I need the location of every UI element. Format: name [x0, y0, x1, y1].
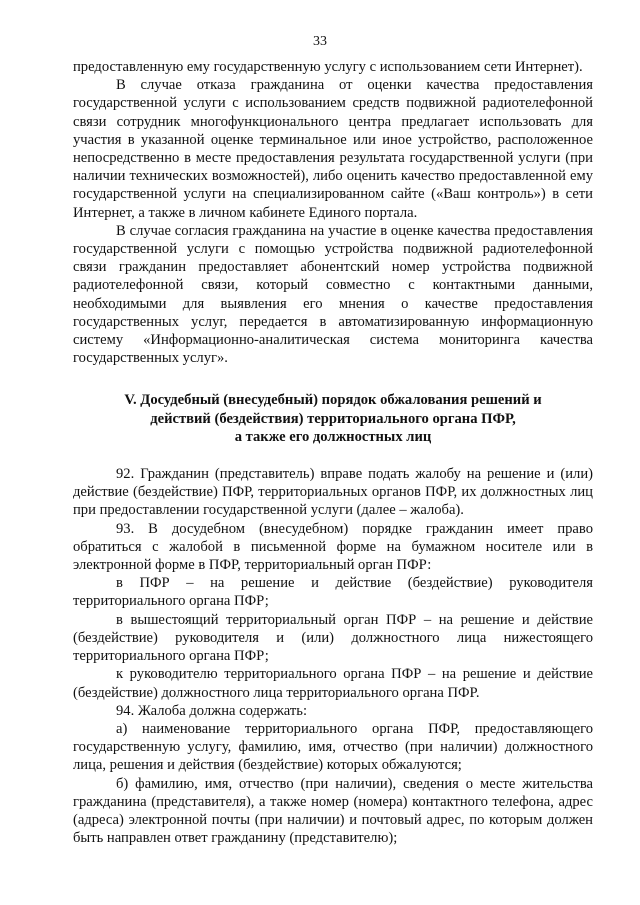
paragraph-refusal-case: В случае отказа гражданина от оценки качества предоставления государственной услуги с использованием средств подвижной радиотелефонной связи сотрудник многофункционального центра предлагает использовать для участия в указанной оценке терминальное или иное устройство, расположенное непосредственно в месте предоставления результата государственной услуги (при наличии технических возможностей), либо оценить качество предоставленной ему государственной услуги на специализированном сайте («Ваш контроль») в сети Интернет, а также в личном кабинете Единого портала. — [73, 77, 593, 221]
page-number: 33 — [313, 34, 327, 49]
section-heading-line: V. Досудебный (внесудебный) порядок обжалования решений и — [124, 392, 542, 409]
paragraph-continuation: предоставленную ему государственную услугу с использованием сети Интернет). — [73, 59, 583, 75]
list-item-head: к руководителю территориального органа ПФР – на решение и действие (бездействие) должностного лица территориального органа ПФР. — [73, 666, 593, 701]
section-heading-line: действий (бездействия) территориального органа ПФР, — [150, 410, 516, 427]
list-item-higher-body: в вышестоящий территориальный орган ПФР – на решение и действие (бездействие) руководителя и (или) должностного лица нижестоящего территориального органа ПФР; — [73, 611, 593, 665]
list-item-pfr: в ПФР – на решение и действие (бездействие) руководителя территориального органа ПФР; — [73, 575, 593, 610]
section-heading — [73, 391, 593, 446]
paragraph-94: 94. Жалоба должна содержать: — [116, 702, 307, 719]
document-body — [73, 58, 593, 847]
section-heading-line: а также его должностных лиц — [234, 428, 432, 445]
paragraph-92: 92. Гражданин (представитель) вправе подать жалобу на решение и (или) действие (бездействие) ПФР, территориальных органов ПФР, их должностных лиц при предоставлении государственной услуги (далее – жалоба). — [73, 466, 593, 519]
list-item-a: а) наименование территориального органа ПФР, предоставляющего государственную услугу, фамилию, имя, отчество (при наличии) должностного лица, решения и действия (бездействие) которых обжалуются; — [73, 720, 593, 774]
list-item-b: б) фамилию, имя, отчество (при наличии), сведения о месте жительства гражданина (представителя), а также номер (номера) контактного телефона, адрес (адреса) электронной почты (при наличии) и почтовый адрес, по которым должен быть направлен ответ гражданину (представителю); — [73, 775, 593, 847]
paragraph-consent-case: В случае согласия гражданина на участие в оценке качества предоставления государственной услуги с помощью устройства подвижной радиотелефонной связи гражданин предоставляет абонентский номер устройства подвижной радиотелефонной связи, который совместно с контактными данными, необходимыми для выявления его мнения о качестве предоставления государственных услуг, передается в автоматизированную информационную систему «Информационно-аналитическая система мониторинга качества государственных услуг». — [73, 222, 593, 367]
paragraph-93: 93. В досудебном (внесудебном) порядке гражданин имеет право обратиться с жалобой в письменной форме на бумажном носителе или в электронной форме в ПФР, территориальный орган ПФР: — [73, 520, 593, 574]
